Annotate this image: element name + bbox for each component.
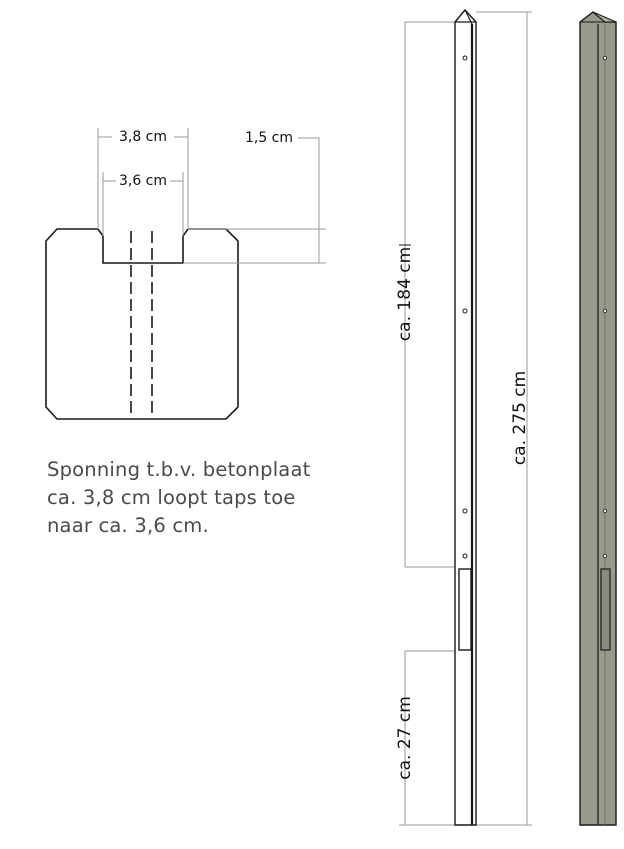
dim-label-3-8cm: 3,8 cm xyxy=(118,129,168,145)
dim-label-275cm: ca. 275 cm xyxy=(510,370,530,466)
bolt-hole xyxy=(603,309,606,312)
bolt-hole xyxy=(603,56,606,59)
bolt-hole xyxy=(603,509,606,512)
dim-label-1-5cm: 1,5 cm xyxy=(244,130,294,146)
dim-label-184cm: ca. 184 cm xyxy=(395,246,415,342)
dimension-1-5cm xyxy=(183,138,326,263)
post-rendered-view xyxy=(580,12,616,825)
description-line: ca. 3,8 cm loopt taps toe xyxy=(47,486,296,509)
bolt-hole xyxy=(603,554,606,557)
groove-description xyxy=(47,456,367,540)
dim-label-3-6cm: 3,6 cm xyxy=(118,173,168,189)
post-slot xyxy=(459,569,471,650)
post-rendered-slot xyxy=(601,569,610,650)
post-line-drawing xyxy=(395,10,532,825)
cross-section-outline xyxy=(46,229,238,419)
dim-label-27cm: ca. 27 cm xyxy=(395,696,415,780)
cross-section-view xyxy=(46,128,326,419)
description-line: Sponning t.b.v. betonplaat xyxy=(47,458,311,481)
description-line: naar ca. 3,6 cm. xyxy=(47,514,209,537)
